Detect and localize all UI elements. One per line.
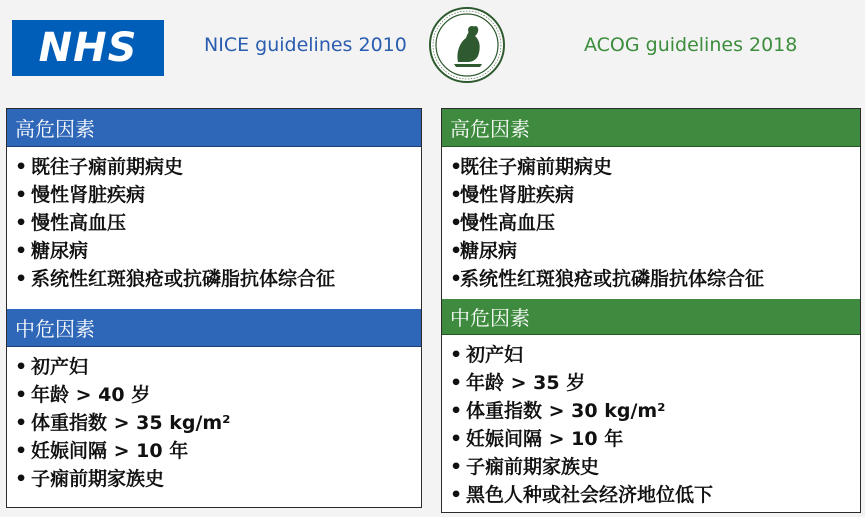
acog-mid-risk-header <box>442 299 860 335</box>
list-item: • 糖尿病 <box>15 240 89 262</box>
acog-seal-icon <box>428 4 506 86</box>
nice-mid-risk-list <box>7 347 421 493</box>
nice-guidelines-title: NICE guidelines 2010 <box>204 34 407 56</box>
list-item: • 子痫前期家族史 <box>15 468 165 490</box>
list-item: • 慢性肾脏疾病 <box>15 184 146 206</box>
list-item: • 体重指数 > 30 kg/m² <box>450 400 666 422</box>
list-item: • 既往子痫前期病史 <box>15 156 184 178</box>
nice-high-risk-list <box>7 147 421 309</box>
list-item: •慢性肾脏疾病 <box>450 184 575 206</box>
list-item: • 年龄 > 35 岁 <box>450 372 586 394</box>
acog-panel <box>441 108 861 513</box>
nhs-logo <box>12 20 164 76</box>
acog-high-risk-header <box>442 109 860 147</box>
acog-high-risk-title: 高危因素 <box>450 117 530 141</box>
nice-high-risk-header <box>7 109 421 147</box>
list-item: • 初产妇 <box>15 356 89 378</box>
list-item: •系统性红斑狼疮或抗磷脂抗体综合征 <box>450 268 765 290</box>
list-item: • 子痫前期家族史 <box>450 456 600 478</box>
nice-high-risk-title: 高危因素 <box>15 117 95 141</box>
list-item: • 体重指数 > 35 kg/m² <box>15 412 231 434</box>
list-item: •糖尿病 <box>450 240 518 262</box>
acog-high-risk-list <box>442 147 860 299</box>
acog-mid-risk-list <box>442 335 860 509</box>
list-item: • 系统性红斑狼疮或抗磷脂抗体综合征 <box>15 268 336 290</box>
nice-mid-risk-title: 中危因素 <box>15 317 95 341</box>
nice-panel <box>6 108 422 508</box>
list-item: • 慢性高血压 <box>15 212 127 234</box>
list-item: •既往子痫前期病史 <box>450 156 613 178</box>
list-item: •慢性高血压 <box>450 212 556 234</box>
list-item: • 年龄 > 40 岁 <box>15 384 151 406</box>
list-item: • 妊娠间隔 > 10 年 <box>450 428 624 450</box>
list-item: • 妊娠间隔 > 10 年 <box>15 440 189 462</box>
nhs-logo-text: NHS <box>38 25 138 71</box>
nice-mid-risk-header <box>7 309 421 347</box>
acog-guidelines-title: ACOG guidelines 2018 <box>584 34 798 56</box>
acog-mid-risk-title: 中危因素 <box>450 306 530 330</box>
list-item: • 黑色人种或社会经济地位低下 <box>450 484 714 506</box>
list-item: • 初产妇 <box>450 344 524 366</box>
